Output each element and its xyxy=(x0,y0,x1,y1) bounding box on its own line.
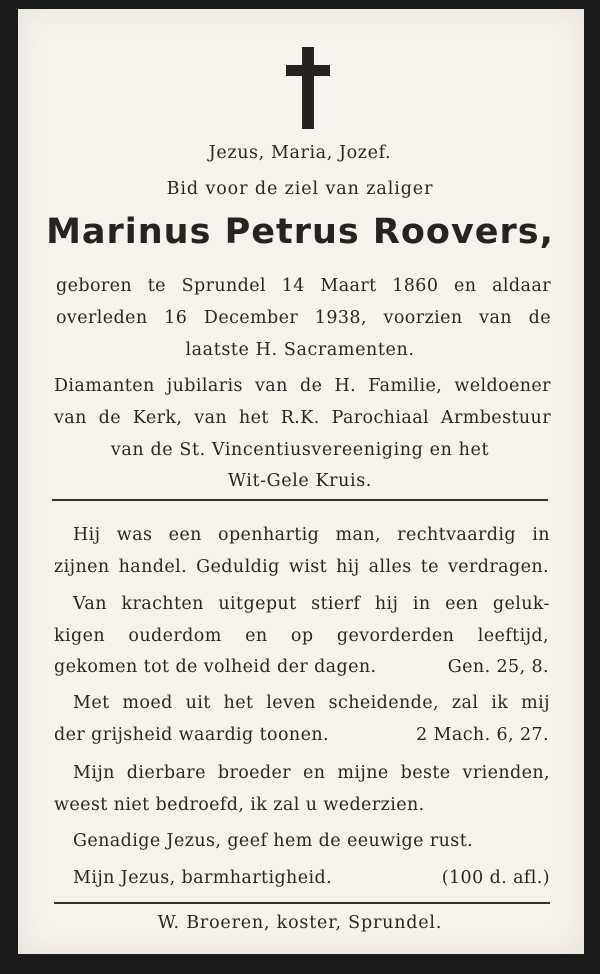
cross-icon xyxy=(286,47,330,129)
word: zal xyxy=(451,693,479,713)
merits-line-1 xyxy=(54,376,551,396)
word: Hij xyxy=(73,525,101,545)
word: in xyxy=(412,594,431,614)
word: wist xyxy=(288,557,328,577)
word: stierf xyxy=(311,594,361,614)
word: Geduldig xyxy=(196,557,280,577)
word: Maart xyxy=(320,276,377,296)
word: uitgeput xyxy=(218,594,297,614)
word: Familie, xyxy=(368,376,443,396)
scripture2-text: der grijsheid waardig toonen. xyxy=(54,725,329,745)
indulgence-reference: (100 d. afl.) xyxy=(441,868,550,888)
character-line-1 xyxy=(73,525,550,545)
scripture1-reference: Gen. 25, 8. xyxy=(447,657,549,677)
scripture1-text: gekomen tot de volheid der dagen. xyxy=(54,657,377,677)
word: krachten xyxy=(121,594,204,614)
divider-top xyxy=(52,499,548,501)
deceased-name: Marinus Petrus Roovers, xyxy=(46,212,554,252)
word: kigen xyxy=(54,626,106,646)
word: en xyxy=(303,763,326,783)
word: in xyxy=(532,525,550,545)
word: voorzien xyxy=(383,308,463,328)
indulgence-text: Mijn Jezus, barmhartigheid. xyxy=(73,868,333,888)
divider-bottom xyxy=(54,902,550,904)
word: mijne xyxy=(337,763,389,783)
word: Kerk, xyxy=(132,408,183,428)
word: H. xyxy=(334,376,357,396)
word: Van xyxy=(73,594,107,614)
word: te xyxy=(420,557,439,577)
final-prayer: Genadige Jezus, geef hem de eeuwige rust. xyxy=(73,831,474,851)
birth-line-3: laatste H. Sacramenten. xyxy=(185,340,415,360)
word: Mijn xyxy=(73,763,115,783)
word: van xyxy=(255,376,288,396)
word: Armbestuur xyxy=(440,408,551,428)
word: was xyxy=(116,525,153,545)
word: openhartig xyxy=(218,525,320,545)
word: van xyxy=(194,408,228,428)
scripture1-line-1 xyxy=(73,594,550,614)
merits-line-2 xyxy=(54,408,551,428)
merits-line-4: Wit-Gele Kruis. xyxy=(228,471,372,491)
word: een xyxy=(168,525,202,545)
word: gevorderden xyxy=(336,626,455,646)
word: Met xyxy=(73,693,110,713)
word: vrienden, xyxy=(462,763,550,783)
word: op xyxy=(290,626,314,646)
scripture2-line-2 xyxy=(54,725,549,745)
word: de xyxy=(98,408,122,428)
character-line-2 xyxy=(54,557,549,577)
word: broeder xyxy=(217,763,292,783)
word: leeftijd, xyxy=(477,626,549,646)
word: scheidende, xyxy=(328,693,439,713)
scripture1-line-2 xyxy=(54,626,549,646)
word: rechtvaardig xyxy=(397,525,517,545)
merits-line-3: van de St. Vincentiusvereeniging en het xyxy=(110,440,490,460)
indulgence-line xyxy=(73,868,550,888)
word: van xyxy=(479,308,512,328)
word: verdragen. xyxy=(447,557,549,577)
word: moed xyxy=(122,693,173,713)
word: hij xyxy=(336,557,360,577)
word: Diamanten xyxy=(54,376,155,396)
printer-credit: W. Broeren, koster, Sprundel. xyxy=(157,913,443,933)
word: aldaar xyxy=(492,276,551,296)
invocation: Jezus, Maria, Jozef. xyxy=(208,143,392,163)
farewell-line-2: weest niet bedroefd, ik zal u wederzien. xyxy=(54,795,425,815)
scripture2-line-1 xyxy=(73,693,550,713)
word: handel. xyxy=(118,557,188,577)
word: ouderdom xyxy=(128,626,222,646)
word: en xyxy=(245,626,268,646)
word: beste xyxy=(400,763,451,783)
word: geluk- xyxy=(492,594,550,614)
word: alles xyxy=(368,557,412,577)
word: jubilaris xyxy=(166,376,243,396)
word: 16 xyxy=(164,308,188,328)
word: 1938, xyxy=(314,308,367,328)
birth-line-1 xyxy=(56,276,551,296)
birth-line-2 xyxy=(56,308,551,328)
word: 14 xyxy=(281,276,305,296)
word: Parochiaal xyxy=(331,408,430,428)
word: overleden xyxy=(56,308,148,328)
word: ik xyxy=(491,693,509,713)
word: mij xyxy=(521,693,550,713)
word: weldoener xyxy=(454,376,551,396)
word: en xyxy=(454,276,477,296)
word: dierbare xyxy=(126,763,206,783)
word: 1860 xyxy=(392,276,439,296)
word: Sprundel xyxy=(181,276,267,296)
word: R.K. xyxy=(280,408,320,428)
word: de xyxy=(299,376,323,396)
word: uit xyxy=(185,693,211,713)
word: hij xyxy=(374,594,399,614)
word: een xyxy=(445,594,479,614)
word: zijnen xyxy=(54,557,110,577)
word: leven xyxy=(266,693,316,713)
word: te xyxy=(147,276,166,296)
word: het xyxy=(238,408,269,428)
word: het xyxy=(223,693,254,713)
word: geboren xyxy=(56,276,133,296)
scripture2-reference: 2 Mach. 6, 27. xyxy=(416,725,549,745)
word: man, xyxy=(335,525,382,545)
farewell-line-1 xyxy=(73,763,550,783)
scripture1-line-3 xyxy=(54,657,549,677)
word: de xyxy=(528,308,551,328)
word: December xyxy=(203,308,299,328)
word: van xyxy=(54,408,87,428)
prayer-heading: Bid voor de ziel van zaliger xyxy=(166,179,434,199)
